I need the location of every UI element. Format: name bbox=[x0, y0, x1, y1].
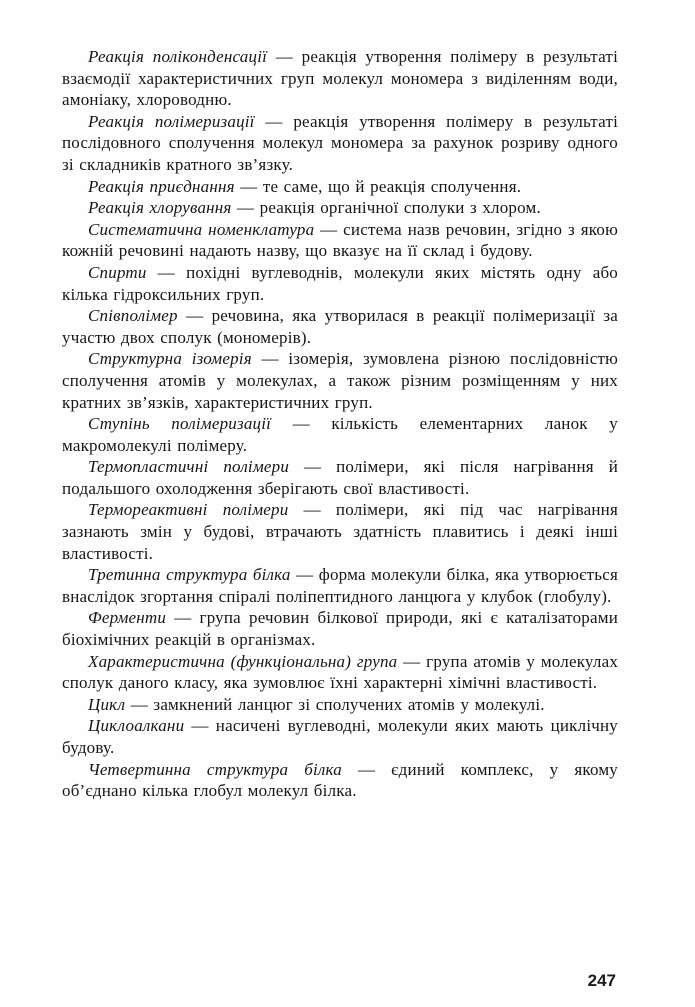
glossary-definition: — замкнений ланцюг зі сполучених атомів у молекулі. bbox=[130, 694, 545, 714]
glossary-entry bbox=[62, 456, 618, 499]
glossary-term: Реакція поліконденсації bbox=[88, 47, 268, 66]
glossary-definition: — система назв речовин, згідно з якою кожній речовині надають назву, що вказує на її склад і будову. bbox=[62, 219, 619, 261]
glossary-term: Циклоалкани bbox=[88, 716, 185, 736]
glossary-term: Спирти bbox=[88, 262, 147, 282]
glossary-definition: — форма молекули білка, яка утворюється внаслідок згортання спіралі поліпептидного ланцюга у клубок (глобулу). bbox=[62, 565, 619, 606]
glossary-definition: — ізомерія, зумовлена різною послідовністю сполучення атомів у молекулах, а також різним розміщенням у них кратних зв’язків, характеристичних груп. bbox=[62, 349, 618, 412]
glossary-entry bbox=[62, 694, 618, 716]
glossary-definition: — кількість елементарних ланок у макромолекулі полімеру. bbox=[62, 414, 618, 455]
glossary-definition: — реакція утворення полімеру в результаті послідовного сполучення молекул мономера за рахунок розриву одного зі складників кратного зв’язку. bbox=[62, 111, 619, 174]
glossary-entry bbox=[62, 305, 618, 348]
glossary-definition: — похідні вуглеводнів, молекули яких містять одну або кілька гідроксильних груп. bbox=[62, 262, 619, 304]
glossary-definition: — група атомів у молекулах сполук даного класу, яка зумовлює їхні характерні хімічні властивості. bbox=[62, 651, 619, 693]
glossary-entry bbox=[62, 111, 618, 176]
glossary-term: Реакція полімеризації bbox=[88, 111, 255, 131]
glossary-term: Ступінь полімеризації bbox=[88, 414, 272, 434]
glossary-entry bbox=[62, 262, 618, 305]
glossary-definition: — полімери, які під час нагрівання зазнають змін у будові, втрачають здатність плавитись і деякі інші властивості. bbox=[62, 500, 618, 563]
glossary-term: Термопластичні полімери bbox=[88, 457, 290, 477]
glossary-term: Характеристична (функціональна) група bbox=[88, 651, 398, 671]
glossary-entry bbox=[62, 607, 618, 650]
glossary-entry bbox=[62, 651, 618, 694]
glossary-term: Ферменти bbox=[88, 608, 167, 628]
glossary-definition: — насичені вуглеводні, молекули яких мають циклічну будову. bbox=[62, 716, 618, 757]
glossary-term: Третинна структура білка bbox=[88, 565, 291, 585]
glossary-entry bbox=[62, 176, 618, 198]
glossary-term: Цикл bbox=[88, 694, 126, 714]
glossary-definition: — реакція утворення полімеру в результаті взаємодії характеристичних груп молекул мономера з виділенням води, амоніаку, хлороводню. bbox=[62, 47, 618, 110]
glossary-term: Термореактивні полімери bbox=[88, 500, 289, 520]
page-footer bbox=[588, 971, 616, 991]
glossary-term: Четвертинна структура білка bbox=[88, 759, 342, 779]
glossary-definition: — група речовин білкової природи, які є каталізаторами біохімічних реакцій в організмах. bbox=[62, 608, 618, 650]
glossary-term: Співполімер bbox=[88, 306, 178, 326]
glossary-entry bbox=[62, 197, 618, 219]
glossary-definition: — єдиний комплекс, у якому об’єднано кілька глобул молекул білка. bbox=[62, 759, 618, 801]
glossary-entry bbox=[62, 413, 618, 456]
glossary-definition: — полімери, які після нагрівання й подальшого охолодження зберігають свої властивості. bbox=[62, 457, 618, 498]
glossary-entry bbox=[62, 46, 618, 111]
glossary-entry bbox=[62, 219, 618, 262]
glossary-entry bbox=[62, 499, 618, 564]
glossary-entry bbox=[62, 564, 618, 607]
glossary-definition: — те саме, що й реакція сполучення. bbox=[240, 176, 522, 196]
glossary-term: Реакція приєднання bbox=[88, 176, 235, 196]
glossary-definition: — речовина, яка утворилася в реакції полімеризації за участю двох сполук (мономерів). bbox=[62, 306, 618, 347]
page-number: 247 bbox=[587, 971, 616, 990]
glossary-definition: — реакція органічної сполуки з хлором. bbox=[237, 198, 541, 218]
glossary-term: Систематична номенклатура bbox=[88, 219, 315, 239]
glossary-term: Реакція хлорування bbox=[88, 198, 232, 218]
glossary-list bbox=[62, 46, 618, 802]
glossary-term: Структурна ізомерія bbox=[88, 349, 252, 369]
glossary-entry bbox=[62, 715, 618, 758]
glossary-entry bbox=[62, 348, 618, 413]
glossary-entry bbox=[62, 759, 618, 802]
